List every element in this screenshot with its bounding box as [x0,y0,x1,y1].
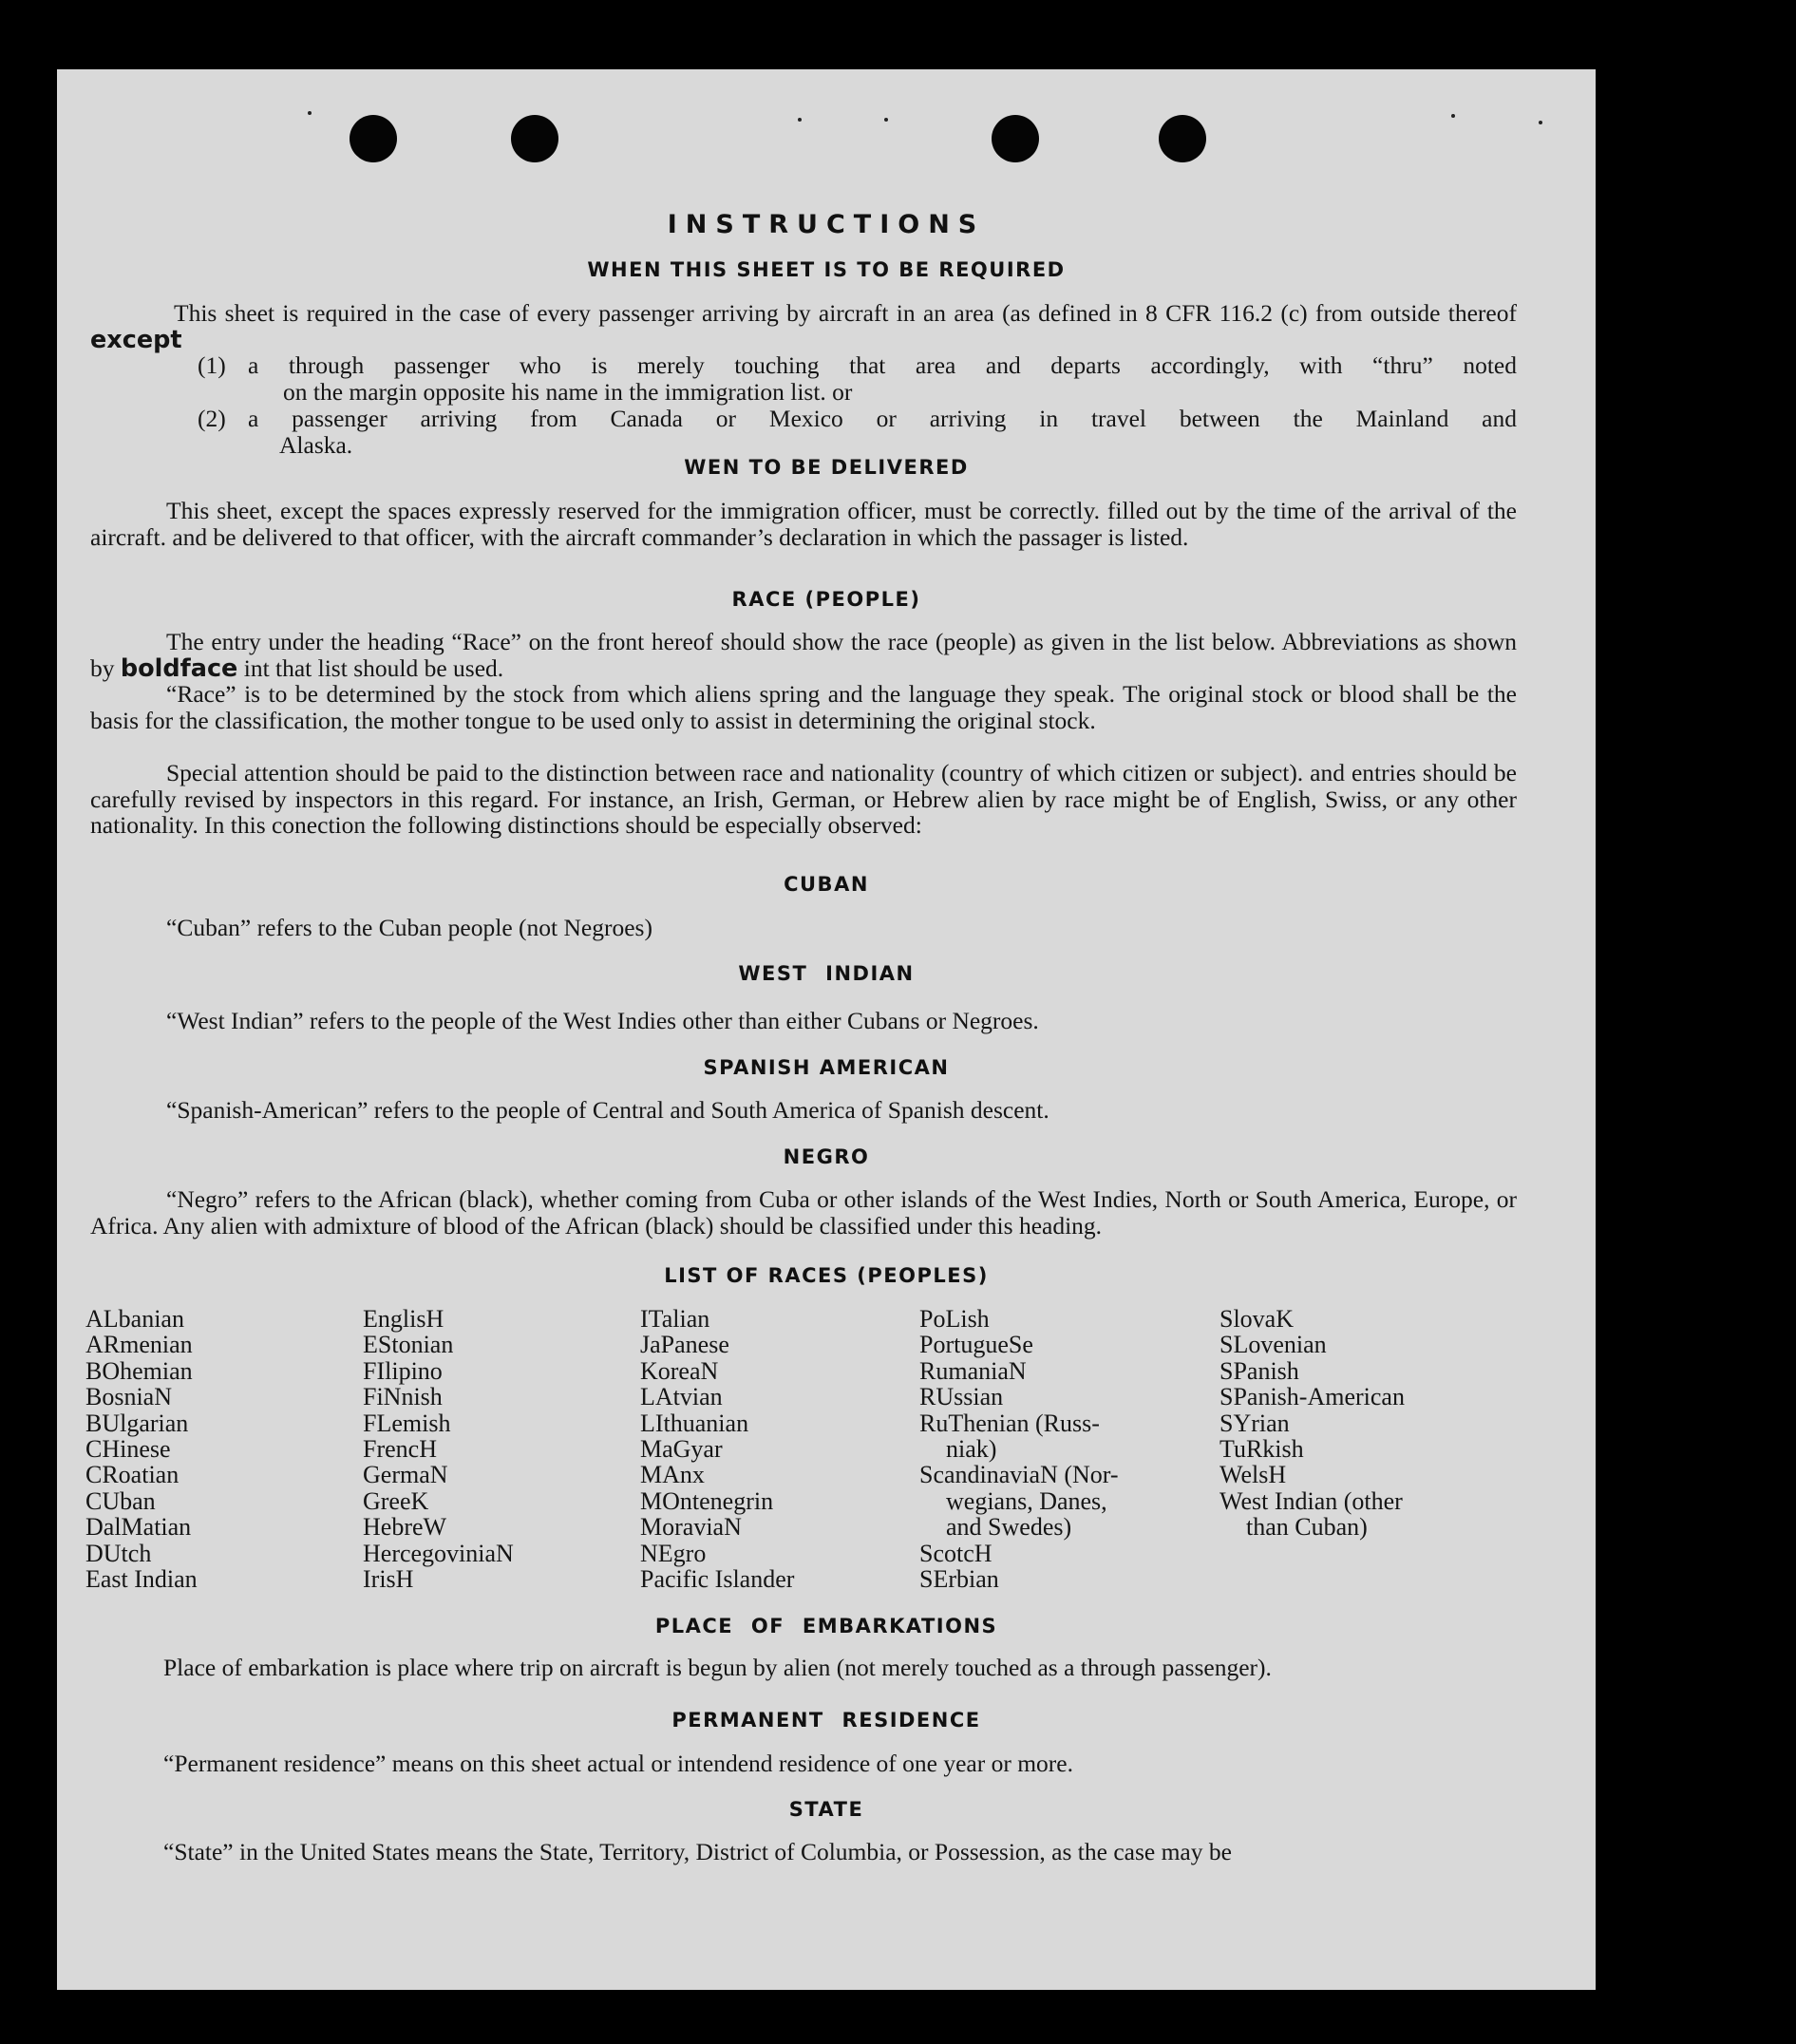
list-item: ITalian [640,1305,710,1333]
list-item: HercegoviniaN [363,1539,514,1567]
list-item: ARmenian [85,1331,193,1359]
heading-when-required: WHEN THIS SHEET IS TO BE REQUIRED [587,258,1066,281]
negro-text: “Negro” refers to the African (black), whether coming from Cuba or other islands of the West Indies, North or South America, Europe, or Africa. Any alien with admixture of blood of the African (black) should be classified under this heading. [90,1185,1517,1240]
heading-embarkation: PLACE OF EMBARKATIONS [654,1615,998,1637]
list-item: RumaniaN [919,1356,1027,1385]
delivered-text: This sheet, except the spaces expressly reserved for the immigration officer, must be correctly. filled out by the time of the arrival of the aircraft. and be delivered to that officer, with the aircraft commander’s declaration in which the passager is listed. [90,497,1517,551]
list-item: (2) a passenger arriving from Canada or Mexico or arriving in travel between the Mainland and Alaska. [198,405,1517,459]
list-item: JaPanese [640,1331,729,1359]
races-column-4 [919,1306,1119,1592]
cuban-text: “Cuban” refers to the Cuban people (not Negroes) [166,914,652,941]
document-sheet [57,69,1596,1990]
dust-speck [798,118,802,122]
list-item: FLemish [363,1409,451,1437]
race-paragraph-2: “Race” is to be determined by the stock from which aliens spring and the language they speak. The original stock or blood shall be the basis for the classification, the mother tongue to be used only to assist in determining the original stock. [90,680,1517,734]
heading-race: RACE (PEOPLE) [731,588,921,611]
list-item: CHinese [85,1435,171,1464]
list-item: BUlgarian [85,1409,189,1437]
required-intro: This sheet is required in the case of every passenger arriving by aircraft in an area (as defined in 8 CFR 116.2 (c) from outside thereof except [90,299,1517,354]
punch-hole [1159,115,1206,162]
list-item: PoLish [919,1305,990,1333]
races-column-2 [363,1306,514,1592]
list-item: SPanish [1219,1356,1299,1385]
heading-west-indian: WEST INDIAN [738,962,915,985]
list-item: niak) [946,1435,997,1464]
list-item: MAnx [640,1461,705,1489]
list-item: LAtvian [640,1383,723,1411]
list-item: SLovenian [1219,1331,1327,1359]
list-item: FIlipino [363,1356,443,1385]
list-item: (1) a through passenger who is merely touching that area and departs accordingly, with “thru” noted on the margin opposite his name in the immigration list. or [198,351,1517,406]
list-item: BosniaN [85,1383,172,1411]
list-item: ScandinaviaN (Nor- [919,1461,1119,1489]
heading-residence: PERMANENT RESIDENCE [671,1709,981,1732]
list-item: CRoatian [85,1461,180,1489]
embarkation-text: Place of embarkation is place where trip on aircraft is begun by alien (not merely touched as a through passenger). [163,1654,1272,1681]
list-item: SErbian [919,1565,999,1594]
except-bold: except [90,325,182,354]
races-column-3 [640,1306,794,1592]
dust-speck [1451,114,1455,118]
list-item: BOhemian [85,1356,193,1385]
list-item: FrencH [363,1435,437,1464]
list-item: and Swedes) [946,1513,1072,1542]
list-item: SPanish-American [1219,1383,1405,1411]
boldface-bold: boldface [120,653,238,683]
heading-cuban: CUBAN [784,873,869,896]
races-column-1 [85,1306,198,1592]
list-item: DUtch [85,1539,152,1567]
list-item: wegians, Danes, [946,1486,1107,1515]
list-item: ALbanian [85,1305,184,1333]
race-paragraph-1: The entry under the heading “Race” on the front hereof should show the race (people) as given in the list below. Abbreviations as shown by boldface int that list should be used. [90,628,1517,683]
list-item: EStonian [363,1331,454,1359]
list-item: GermaN [363,1461,448,1489]
state-text: “State” in the United States means the State, Territory, District of Columbia, or Possession, as the case may be [163,1838,1232,1865]
dust-speck [308,111,312,115]
list-item: FiNnish [363,1383,443,1411]
list-item: CUban [85,1486,156,1515]
heading-state: STATE [788,1798,864,1821]
list-item: MOntenegrin [640,1486,774,1515]
list-item: GreeK [363,1486,429,1515]
punch-hole [350,115,397,162]
list-item: LIthuanian [640,1409,749,1437]
dust-speck [1539,121,1542,124]
list-item: WelsH [1219,1461,1287,1489]
list-item: SYrian [1219,1409,1290,1437]
list-item: Pacific Islander [640,1565,795,1594]
race-paragraph-3: Special attention should be paid to the distinction between race and nationality (country of which citizen or subject). and entries should be carefully revised by inspectors in this regard. For instance, an Irish, German, or Hebrew alien by race might be of English, Swiss, or any other nationality. In this conection the following distinctions should be especially observed: [90,759,1517,840]
page-title: INSTRUCTIONS [667,210,986,239]
list-item: than Cuban) [1246,1513,1368,1542]
list-item: West Indian (other [1219,1486,1403,1515]
spanish-american-text: “Spanish-American” refers to the people of Central and South America of Spanish descent. [166,1096,1049,1124]
list-item: SlovaK [1219,1305,1294,1333]
races-column-5 [1219,1306,1405,1541]
list-item: NEgro [640,1539,707,1567]
list-item: HebreW [363,1513,447,1542]
heading-list-of-races: LIST OF RACES (PEOPLES) [664,1264,989,1287]
residence-text: “Permanent residence” means on this sheet actual or intendend residence of one year or more. [163,1750,1073,1777]
heading-negro: NEGRO [783,1145,870,1168]
punch-hole [992,115,1039,162]
heading-spanish-american: SPANISH AMERICAN [703,1056,950,1079]
list-item: RuThenian (Russ- [919,1409,1100,1437]
list-item: IrisH [363,1565,414,1594]
list-item: EnglisH [363,1305,444,1333]
dust-speck [884,118,888,122]
list-item: KoreaN [640,1356,719,1385]
list-item: DalMatian [85,1513,192,1542]
heading-when-delivered: WEN TO BE DELIVERED [684,456,969,479]
punch-hole [511,115,558,162]
west-indian-text: “West Indian” refers to the people of the West Indies other than either Cubans or Negroes. [166,1007,1039,1034]
list-item: ScotcH [919,1539,993,1567]
list-item: RUssian [919,1383,1004,1411]
list-item: PortugueSe [919,1331,1033,1359]
list-item: TuRkish [1219,1435,1304,1464]
list-item: MoraviaN [640,1513,742,1542]
list-item: MaGyar [640,1435,723,1464]
list-item: East Indian [85,1565,198,1594]
